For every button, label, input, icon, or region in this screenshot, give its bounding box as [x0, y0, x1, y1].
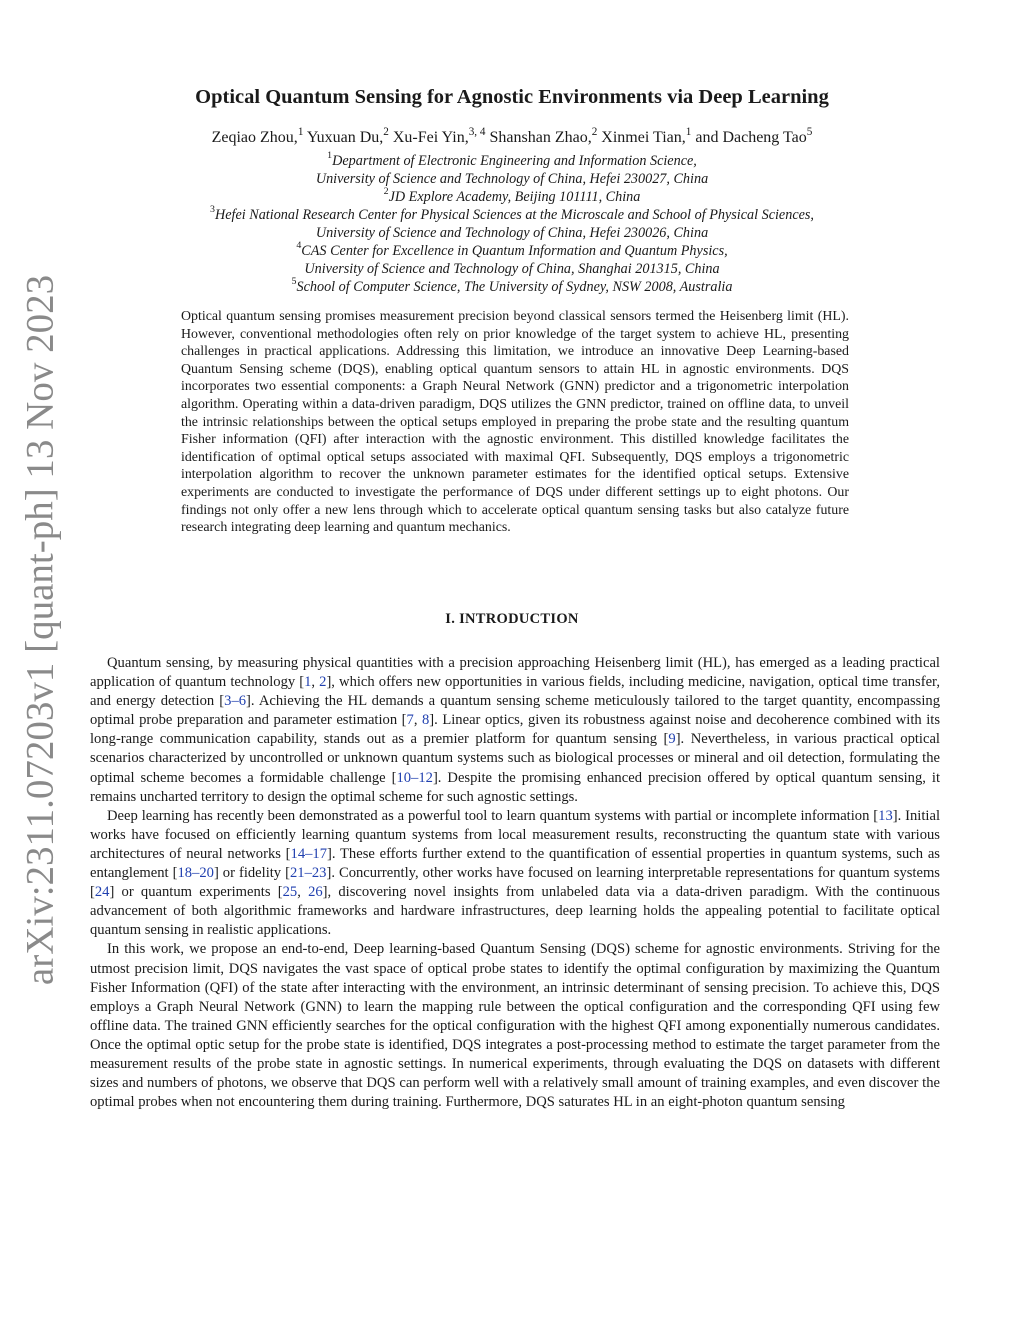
paragraph-text: Deep learning has recently been demonstrated as a powerful tool to learn quantum systems with partial or incomplete information [ [107, 807, 879, 824]
paragraph-text: ]. Despite the promising enhanced precision offered by optical quantum sensing, it remains uncharted territory to design the optimal scheme for such agnostic settings. [90, 769, 940, 805]
body-paragraph [90, 807, 940, 941]
affiliation-text: School of Computer Science, The University of Sydney, NSW 2008, Australia [296, 279, 733, 295]
affiliation-line [0, 152, 1024, 170]
citation-link[interactable]: 24 [94, 884, 110, 901]
affiliation-list [0, 152, 1024, 296]
affiliation-line [0, 260, 1024, 278]
author-affiliation-marker: 2 [591, 125, 598, 138]
citation-link[interactable]: 10–12 [396, 769, 433, 786]
paragraph-text: ], discovering novel insights from unlabeled data via a data-driven paradigm. With the continuous advancement of both algorithmic frameworks and hardware infrastructures, deep learning holds the appealing potential to facilitate optical quantum sensing in realistic applications. [90, 884, 940, 939]
paragraph-text: ]. Initial works have focused on efficiently learning quantum systems from local measurement results, reconstructing the quantum state with various architectures of neural networks [ [90, 807, 940, 862]
author-affiliation-marker: 3, 4 [468, 125, 486, 138]
paper-title: Optical Quantum Sensing for Agnostic Environments via Deep Learning [195, 86, 829, 108]
paragraph-text: In this work, we propose an end-to-end, Deep learning-based Quantum Sensing (DQS) scheme for agnostic environments. Striving for the utmost precision limit, DQS navigates the vast space of optical probe states to identify the optimal configuration by maximizing the Quantum Fisher Information (QFI) of the state after interacting with the environment, an intrinsic determinant of sensing precision. To achieve this, DQS employs a Graph Neural Network (GNN) to learn the mapping rule between the optical configuration and the corresponding QFI using few offline data. The trained GNN efficiently searches for the optical configuration with the highest QFI among exponentially numerous candidates. Once the optimal optic setup for the probe state is identified, DQS integrates a post-processing method to estimate the target parameter from the measurement results of the probe state in agnostic settings. In numerical experiments, through evaluating the DQS on datasets with different sizes and numbers of photons, we observe that DQS can perform well with a relatively small amount of training examples, and even discover the optimal probes when not encountering them during training. Furthermore, DQS saturates HL in an eight-photon quantum sensing [90, 941, 940, 1111]
citation-link[interactable]: 2 [319, 674, 327, 691]
body-paragraph [90, 940, 940, 1112]
affiliation-marker: 4 [296, 240, 302, 252]
affiliation-line [0, 224, 1024, 242]
citation-link[interactable]: 1 [304, 674, 312, 691]
paragraph-text: ], which offers new opportunities in various fields, including medicine, navigation, optical time transfer, and energy detection [ [90, 674, 940, 710]
affiliation-marker: 1 [327, 150, 333, 162]
abstract: Optical quantum sensing promises measurement precision beyond classical sensors termed the Heisenberg limit (HL). However, conventional methodologies often rely on prior knowledge of the target system to achieve HL, presenting challenges in practical applications. Addressing this limitation, we introduce an innovative Deep Learning-based Quantum Sensing scheme (DQS), enabling optical quantum sensors to attain HL in agnostic environments. DQS incorporates two essential components: a Graph Neural Network (GNN) predictor and a trigonometric interpolation algorithm. Operating within a data-driven paradigm, DQS utilizes the GNN predictor, trained on offline data, to unveil the intrinsic relationships between the optical setups employed in preparing the probe state and the resulting quantum Fisher information (QFI) after interaction with the agnostic environment. This distilled knowledge facilitates the identification of optimal optical setups associated with maximal QFI. Subsequently, DQS employs a trigonometric interpolation algorithm to recover the unknown parameter estimates for the identified optical setups. Extensive experiments are conducted to investigate the performance of DQS under different settings up to eight photons. Our findings not only offer a new lens through which to accelerate optical quantum sensing tasks but also catalyze future research integrating deep learning and quantum mechanics. [181, 309, 849, 536]
paragraph-text: ] or quantum experiments [ [109, 884, 283, 901]
affiliation-line [0, 188, 1024, 206]
citation-link[interactable]: 7 [406, 712, 414, 729]
author-affiliation-marker: 2 [383, 125, 389, 138]
affiliation-marker: 3 [210, 204, 215, 216]
affiliation-text: University of Science and Technology of China, Hefei 230027, China [315, 171, 709, 187]
paragraph-text: , [413, 712, 422, 729]
paragraph-text: , [311, 674, 320, 691]
paragraph-text: ]. These efforts further extend to the quantification of essential properties in quantum systems, such as entanglement [ [90, 845, 940, 882]
affiliation-text: Hefei National Research Center for Physical Sciences at the Microscale and School of Physical Sciences, [214, 207, 814, 223]
citation-link[interactable]: 13 [878, 807, 893, 824]
citation-link[interactable]: 9 [668, 731, 676, 748]
paragraph-text: ] or fidelity [ [213, 865, 290, 882]
citation-link[interactable]: 21–23 [289, 865, 327, 882]
author-name: Shanshan Zhao, [489, 129, 592, 146]
affiliation-line [0, 206, 1024, 224]
author-affiliation-marker: 5 [806, 125, 813, 138]
affiliation-text: CAS Center for Excellence in Quantum Information and Quantum Physics, [301, 243, 728, 259]
affiliation-line [0, 278, 1024, 296]
citation-link[interactable]: 14–17 [290, 845, 328, 862]
affiliation-text: University of Science and Technology of China, Shanghai 201315, China [304, 261, 720, 277]
author-name: Xinmei Tian, [601, 129, 686, 146]
paragraph-text: , [297, 884, 309, 901]
affiliation-marker: 2 [383, 186, 389, 198]
author-name: and Dacheng Tao [695, 129, 807, 146]
affiliation-marker: 5 [291, 276, 297, 288]
section-heading-introduction: I. INTRODUCTION [445, 611, 579, 627]
body-paragraph [90, 654, 940, 807]
paragraph-text: ]. Linear optics, given its robustness against noise and decoherence combined with its long-range communication capability, stands out as a premier platform for quantum sensing [ [90, 712, 940, 748]
arxiv-identifier[interactable]: arXiv:2311.07203v1 [quant-ph] 13 Nov 2023 [18, 274, 62, 986]
author-affiliation-marker: 1 [685, 125, 692, 138]
author-affiliation-marker: 1 [297, 125, 304, 138]
citation-link[interactable]: 18–20 [177, 865, 214, 882]
author-name: Yuxuan Du, [306, 129, 384, 146]
citation-link[interactable]: 8 [422, 712, 430, 729]
affiliation-text: Department of Electronic Engineering and Information Science, [332, 153, 697, 169]
affiliation-line [0, 170, 1024, 188]
citation-link[interactable]: 25 [282, 884, 298, 901]
affiliation-text: University of Science and Technology of China, Hefei 230026, China [315, 225, 709, 241]
paragraph-text: ]. Concurrently, other works have focused on learning interpretable representations for quantum systems [ [90, 865, 940, 901]
paragraph-text: ]. Nevertheless, in various practical optical scenarios characterized by uncontrolled or unknown quantum systems such as biological processes or mineral and oil detection, formulating the optimal scheme becomes a formidable challenge [ [90, 731, 940, 786]
author-list [0, 125, 1024, 148]
citation-link[interactable]: 26 [308, 884, 323, 901]
citation-link[interactable]: 3–6 [224, 693, 247, 710]
affiliation-text: JD Explore Academy, Beijing 101111, China [388, 189, 641, 205]
affiliation-line [0, 242, 1024, 260]
paragraph-text: Quantum sensing, by measuring physical quantities with a precision approaching Heisenberg limit (HL), has emerged as a leading practical application of quantum technology [ [90, 655, 940, 691]
author-name: Zeqiao Zhou, [211, 129, 298, 146]
introduction-body [90, 654, 940, 1112]
paragraph-text: ]. Achieving the HL demands a quantum sensing scheme meticulously tailored to the target quantity, encompassing optimal probe preparation and parameter estimation [ [90, 693, 940, 729]
author-name: Xu-Fei Yin, [392, 129, 469, 146]
